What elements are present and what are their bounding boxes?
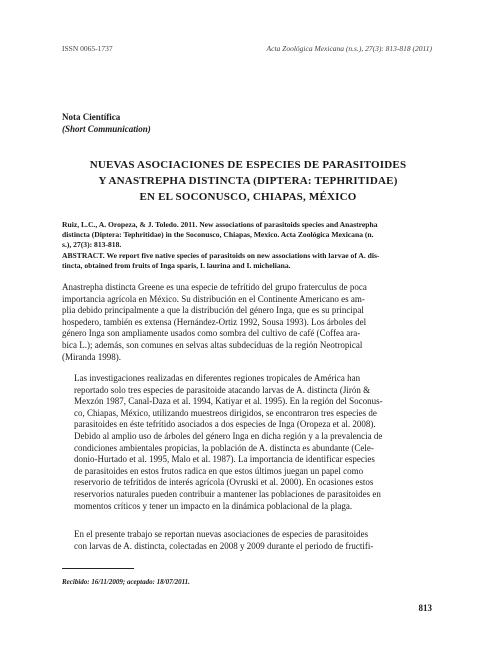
article-title-line-2: Y ANASTREPHA DISTINCTA (DIPTERA: TEPHRITIDAE): [98, 175, 398, 187]
page-number: 813: [418, 603, 432, 613]
paragraph-line: parasitoides en éste tefrítido asociados a dos especies de Inga (Oropeza et al. 2008).: [74, 419, 376, 430]
body-paragraph-1: [62, 282, 434, 363]
paragraph-line: reservorio de tefrítidos de interés agrícola (Ovruski et al. 2000). En ocasiones estos: [74, 477, 374, 488]
body-paragraph-2: [62, 373, 434, 512]
citation-line-2: distincta (Diptera: Tephritidae) in the Soconusco, Chiapas, Mexico. Acta Zoológica Mexicana (n.: [62, 230, 374, 239]
paragraph-line: En el presente trabajo se reportan nuevas asociaciones de especies de parasitoides: [74, 529, 369, 539]
note-type: Nota Científica: [62, 112, 121, 122]
paragraph-line: momentos críticos y tener un impacto en la dinámica poblacional de la plaga.: [74, 500, 353, 511]
paragraph-line: Las investigaciones realizadas en diferentes regiones tropicales de América han: [74, 373, 361, 383]
received-dates-footnote: Recibido: 16/11/2009; aceptado: 18/07/2011.: [62, 578, 190, 586]
abstract-line-2: tincta, obtained from fruits of Inga sparis, I. laurina and I. micheliana.: [62, 261, 291, 270]
body-paragraph-3: [62, 529, 434, 552]
paragraph-line: reservorios naturales pueden contribuir a mantener las poblaciones de parasitoides en: [74, 488, 381, 499]
footnote-divider: [62, 568, 134, 569]
paragraph-line: bica L.); además, son comunes en selvas altas subdecíduas de la región Neotropical: [62, 339, 363, 350]
paragraph-line: Debido al amplio uso de árboles del género Inga en dicha región y a la prevalencia de: [74, 430, 383, 441]
citation-line-1: Ruiz, L.C., A. Oropeza, & J. Toledo. 2011. New associations of parasitoids species and Anastrepha: [62, 220, 378, 229]
journal-citation-header: Acta Zoológica Mexicana (n.s.), 27(3): 813-818 (2011): [266, 44, 432, 53]
paragraph-line: donio-Hurtado et al. 1995, Malo et al. 1987). La importancia de identificar especies: [74, 454, 375, 465]
issn-header: ISSN 0065-1737: [62, 44, 113, 53]
paragraph-line: reportado solo tres especies de parasitoide atacando larvas de A. distincta (Jirón &: [74, 384, 371, 395]
paragraph-line: condiciones ambientales propicias, la población de A. distincta es abundante (Cele-: [74, 442, 374, 453]
paragraph-line: Anastrepha distincta Greene es una especie de tefrítido del grupo fraterculus de poca: [62, 282, 367, 292]
citation-line-3: s.), 27(3): 813-818.: [62, 240, 122, 249]
paragraph-line: co, Chiapas, México, utilizando muestreos dirigidos, se encontraron tres especies de: [74, 407, 377, 418]
paragraph-line: género Inga son ampliamente usados como sombra del cultivo de café (Coffea ara-: [62, 328, 361, 339]
paragraph-line: plia debido principalmente a que la distribución del género Inga, que es su principal: [62, 305, 364, 316]
paragraph-line: importancia agrícola en México. Su distribución en el Continente Americano es am-: [62, 293, 365, 304]
article-title-line-1: NUEVAS ASOCIACIONES DE ESPECIES DE PARASITOIDES: [89, 159, 407, 171]
paragraph-line: Mexzón 1987, Canal-Daza et al. 1994, Katiyar et al. 1995). En la región del Soconus-: [74, 396, 383, 407]
paragraph-line: hospedero, también es extensa (Hernández-Ortiz 1992, Sousa 1993). Los árboles del: [62, 316, 367, 327]
abstract-line-1: ABSTRACT. We report five native species of parasitoids on new associations with larvae of A. dis-: [62, 251, 380, 260]
paragraph-line: con larvas de A. distincta, colectadas en 2008 y 2009 durante el periodo de fructifi-: [74, 540, 374, 551]
article-title-line-3: EN EL SOCONUSCO, CHIAPAS, MÉXICO: [139, 191, 357, 203]
paragraph-line: (Miranda 1998).: [62, 351, 121, 362]
paragraph-line: de parasitoides en estos frutos radica en que estos últimos juegan un papel como: [74, 465, 364, 476]
note-type-english: (Short Communication): [62, 124, 151, 134]
